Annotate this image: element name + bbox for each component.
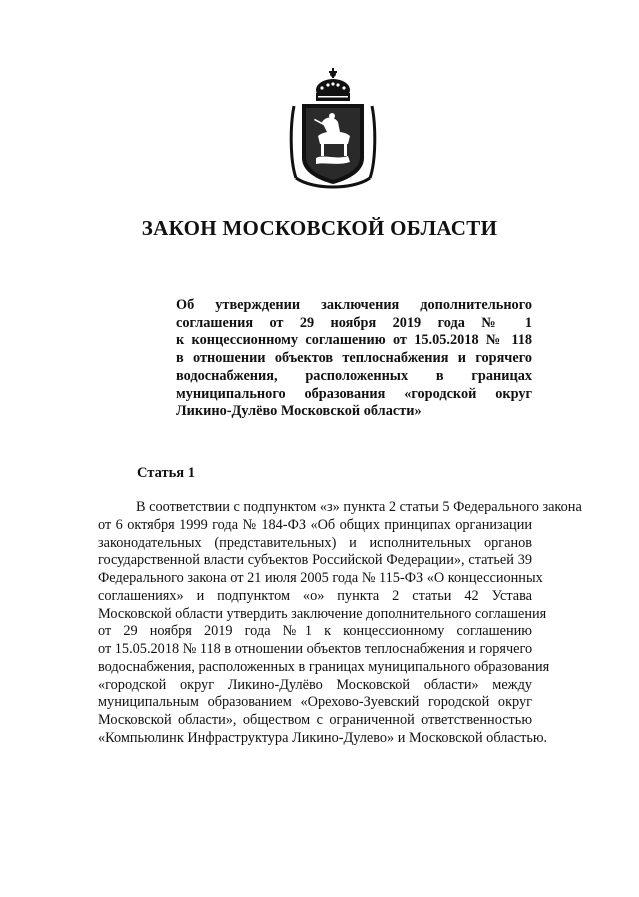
coat-of-arms-emblem xyxy=(288,66,378,196)
subject-line: Ликино-Дулёво Московской области» xyxy=(176,403,422,420)
article-line: от 15.05.2018 № 118 в отношении объектов теплоснабжения и горячего xyxy=(98,641,533,657)
article-body xyxy=(98,499,582,748)
article-line: соглашениях» и подпунктом «о» пункта 2 статьи 42 Устава xyxy=(98,587,532,604)
subject-line: Об утверждении заключения дополнительного xyxy=(176,297,532,313)
article-line: от 29 ноября 2019 года №1 к концессионному соглашению xyxy=(98,623,532,640)
subject-line: к концессионному соглашению от 15.05.2018 № 118 xyxy=(176,332,532,349)
subject-line: муниципального образования «городской округ xyxy=(176,385,532,402)
article-line: водоснабжения, расположенных в границах муниципального образования xyxy=(98,658,550,675)
law-title: ЗАКОН МОСКОВСКОЙ ОБЛАСТИ xyxy=(141,216,498,240)
article-line: Московской области», обществом с ограниченной ответственностью xyxy=(98,712,532,728)
article-line: Московской области утвердить заключение дополнительного соглашения xyxy=(98,605,547,622)
article-line: «Компьюлинк Инфраструктура Ликино-Дулево» и Московской областью. xyxy=(98,729,548,746)
article-line: Федерального закона от 21 июля 2005 года № 115-ФЗ «О концессионных xyxy=(98,570,543,586)
subject-line: водоснабжения, расположенных в границах xyxy=(176,367,532,384)
subject-line: соглашения от 29 ноября 2019 года № 1 xyxy=(176,314,532,331)
article-line: государственной власти субъектов Российской Федерации», статьей 39 xyxy=(98,552,532,569)
subject-line: в отношении объектов теплоснабжения и горячего xyxy=(176,350,532,367)
article-heading: Статья 1 xyxy=(137,465,195,481)
article-line: муниципальным образованием «Орехово-Зуевский городской округ xyxy=(98,694,532,711)
article-line: законодательных (представительных) и исполнительных органов xyxy=(98,534,532,551)
law-subject xyxy=(176,297,532,421)
article-line: от 6 октября 1999 года № 184-ФЗ «Об общих принципах организации xyxy=(98,516,532,533)
article-line: «городской округ Ликино-Дулёво Московской области» между xyxy=(98,676,532,693)
article-line: В соответствии с подпунктом «з» пункта 2 статьи 5 Федерального закона xyxy=(136,499,582,515)
